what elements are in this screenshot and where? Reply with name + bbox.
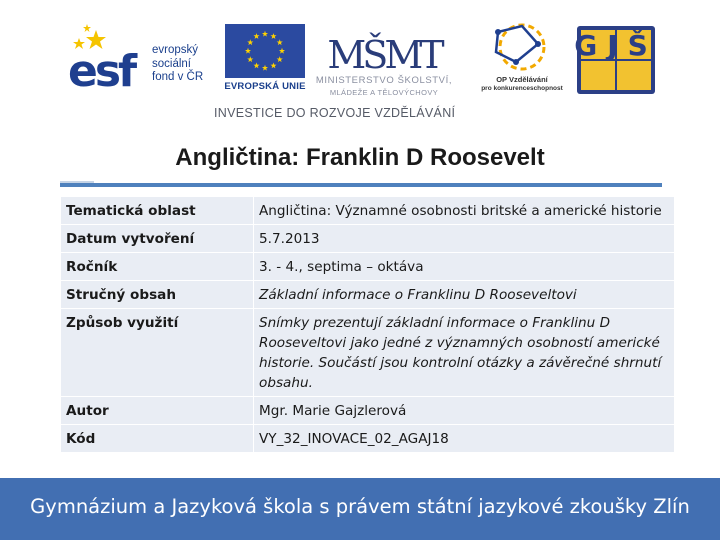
row-value: 3. - 4., septima – oktáva — [254, 253, 675, 281]
row-label: Autor — [61, 397, 254, 425]
row-label: Tematická oblast — [61, 197, 254, 225]
info-table — [60, 196, 675, 453]
opvk-line2: pro konkurenceschopnost — [481, 85, 563, 92]
esf-text-line: evropský — [152, 44, 199, 56]
row-label: Stručný obsah — [61, 281, 254, 309]
table-row — [61, 281, 675, 309]
eu-caption: EVROPSKÁ UNIE — [224, 81, 306, 92]
title-rule — [60, 183, 662, 187]
eu-logo — [220, 22, 310, 98]
row-value: Angličtina: Významné osobnosti britské a americké historie — [254, 197, 675, 225]
page-title: Angličtina: Franklin D Roosevelt — [175, 144, 545, 171]
msmt-mark: MŠMT — [327, 33, 441, 74]
row-label: Datum vytvoření — [61, 225, 254, 253]
row-value: Základní informace o Franklinu D Rooseveltovi — [254, 281, 675, 309]
row-label: Způsob využití — [61, 309, 254, 397]
table-row — [61, 197, 675, 225]
msmt-mark-icon — [310, 20, 458, 74]
school-crest-icon — [575, 24, 657, 96]
opvk-mark-icon — [476, 20, 568, 74]
row-value: Mgr. Marie Gajzlerová — [254, 397, 675, 425]
investment-slogan: INVESTICE DO ROZVOJE VZDĚLÁVÁNÍ — [214, 106, 456, 120]
esf-logo — [66, 22, 218, 97]
esf-text-line: sociální — [152, 57, 191, 70]
esf-text-line: fond v ČR — [152, 71, 204, 83]
row-value: 5.7.2013 — [254, 225, 675, 253]
opvk-logo — [476, 20, 568, 100]
table-row — [61, 253, 675, 281]
eu-flag-icon — [220, 22, 310, 80]
row-value: Snímky prezentují základní informace o Franklinu D Rooseveltovi jako jedné z významných osobností americké historie. Součástí jsou kontrolní otázky a závěrečné shrnutí obsahu. — [254, 309, 675, 397]
footer-bar — [0, 478, 720, 540]
table-row — [61, 225, 675, 253]
esf-mark: esf — [68, 46, 135, 97]
table-row — [61, 425, 675, 453]
msmt-line1: MINISTERSTVO ŠKOLSTVÍ, — [315, 75, 453, 86]
school-mark: GJŠ — [575, 29, 657, 62]
row-value: VY_32_INOVACE_02_AGAJ18 — [254, 425, 675, 453]
msmt-line2: MLÁDEŽE A TĚLOVÝCHOVY — [329, 88, 439, 97]
school-logo — [575, 24, 657, 96]
row-label: Kód — [61, 425, 254, 453]
logo-banner — [0, 0, 720, 130]
footer-text: Gymnázium a Jazyková škola s právem státní jazykové zkoušky Zlín — [30, 495, 690, 518]
table-row — [61, 309, 675, 397]
row-label: Ročník — [61, 253, 254, 281]
esf-text — [152, 44, 222, 85]
opvk-line1: OP Vzdělávání — [496, 75, 548, 84]
table-row — [61, 397, 675, 425]
msmt-logo — [310, 20, 458, 100]
